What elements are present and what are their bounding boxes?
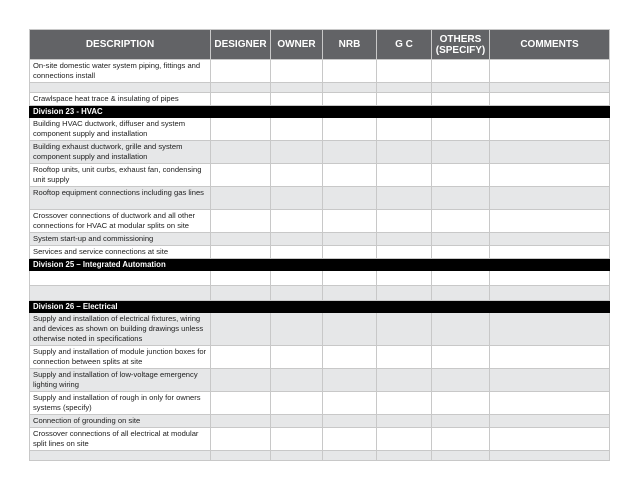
designer-cell[interactable] <box>211 392 271 415</box>
nrb-cell[interactable] <box>323 313 377 346</box>
owner-cell[interactable] <box>271 451 323 461</box>
owner-cell[interactable] <box>271 346 323 369</box>
comments-cell[interactable] <box>490 93 610 106</box>
others-cell[interactable] <box>432 346 490 369</box>
gc-cell[interactable] <box>377 246 432 259</box>
comments-cell[interactable] <box>490 415 610 428</box>
description-cell: Crossover connections of all electrical at modular split lines on site <box>30 428 211 451</box>
table-row <box>30 141 610 164</box>
nrb-cell[interactable] <box>323 286 377 301</box>
gc-cell[interactable] <box>377 271 432 286</box>
description-cell <box>30 451 211 461</box>
comments-cell[interactable] <box>490 233 610 246</box>
nrb-cell[interactable] <box>323 369 377 392</box>
owner-cell[interactable] <box>271 271 323 286</box>
gc-cell[interactable] <box>377 233 432 246</box>
header-description: DESCRIPTION <box>30 30 211 60</box>
gc-cell[interactable] <box>377 392 432 415</box>
owner-cell[interactable] <box>271 246 323 259</box>
description-cell <box>30 271 211 286</box>
description-cell: Services and service connections at site <box>30 246 211 259</box>
nrb-cell[interactable] <box>323 141 377 164</box>
nrb-cell[interactable] <box>323 233 377 246</box>
comments-cell[interactable] <box>490 210 610 233</box>
designer-cell[interactable] <box>211 428 271 451</box>
table-body <box>30 60 610 461</box>
description-cell: Connection of grounding on site <box>30 415 211 428</box>
nrb-cell[interactable] <box>323 428 377 451</box>
comments-cell[interactable] <box>490 369 610 392</box>
division-row <box>30 301 610 313</box>
others-cell[interactable] <box>432 60 490 83</box>
header-gc: G C <box>377 30 432 60</box>
others-cell[interactable] <box>432 246 490 259</box>
nrb-cell[interactable] <box>323 246 377 259</box>
comments-cell[interactable] <box>490 392 610 415</box>
header-row <box>30 30 610 60</box>
comments-cell[interactable] <box>490 118 610 141</box>
designer-cell[interactable] <box>211 164 271 187</box>
description-cell: On-site domestic water system piping, fittings and connections install <box>30 60 211 83</box>
owner-cell[interactable] <box>271 428 323 451</box>
owner-cell[interactable] <box>271 93 323 106</box>
others-cell[interactable] <box>432 415 490 428</box>
gc-cell[interactable] <box>377 313 432 346</box>
nrb-cell[interactable] <box>323 451 377 461</box>
others-cell[interactable] <box>432 392 490 415</box>
gc-cell[interactable] <box>377 346 432 369</box>
description-cell: Rooftop units, unit curbs, exhaust fan, condensing unit supply <box>30 164 211 187</box>
owner-cell[interactable] <box>271 118 323 141</box>
table-row <box>30 60 610 83</box>
nrb-cell[interactable] <box>323 346 377 369</box>
nrb-cell[interactable] <box>323 210 377 233</box>
nrb-cell[interactable] <box>323 392 377 415</box>
table-row <box>30 187 610 210</box>
gc-cell[interactable] <box>377 141 432 164</box>
others-cell[interactable] <box>432 118 490 141</box>
gc-cell[interactable] <box>377 164 432 187</box>
others-cell[interactable] <box>432 428 490 451</box>
description-cell: Supply and installation of rough in only for owners systems (specify) <box>30 392 211 415</box>
gc-cell[interactable] <box>377 286 432 301</box>
table-row <box>30 210 610 233</box>
description-cell: Crossover connections of ductwork and all other connections for HVAC at modular splits on site <box>30 210 211 233</box>
description-cell <box>30 286 211 301</box>
comments-cell[interactable] <box>490 164 610 187</box>
header-designer: DESIGNER <box>211 30 271 60</box>
comments-cell[interactable] <box>490 187 610 210</box>
owner-cell[interactable] <box>271 141 323 164</box>
gc-cell[interactable] <box>377 451 432 461</box>
description-cell: Supply and installation of low-voltage emergency lighting wiring <box>30 369 211 392</box>
comments-cell[interactable] <box>490 141 610 164</box>
comments-cell[interactable] <box>490 451 610 461</box>
table-row <box>30 164 610 187</box>
comments-cell[interactable] <box>490 246 610 259</box>
description-cell: Supply and installation of electrical fixtures, wiring and devices as shown on building drawings unless otherwise noted in specifications <box>30 313 211 346</box>
others-cell[interactable] <box>432 271 490 286</box>
header-others: OTHERS (SPECIFY) <box>432 30 490 60</box>
table-row <box>30 118 610 141</box>
designer-cell[interactable] <box>211 83 271 93</box>
comments-cell[interactable] <box>490 83 610 93</box>
designer-cell[interactable] <box>211 233 271 246</box>
description-cell: Supply and installation of module junction boxes for connection between splits at site <box>30 346 211 369</box>
header-comments: COMMENTS <box>490 30 610 60</box>
table-row <box>30 83 610 93</box>
comments-cell[interactable] <box>490 428 610 451</box>
description-cell: Building exhaust ductwork, grille and system component supply and installation <box>30 141 211 164</box>
others-cell[interactable] <box>432 93 490 106</box>
table-row <box>30 415 610 428</box>
designer-cell[interactable] <box>211 60 271 83</box>
others-cell[interactable] <box>432 286 490 301</box>
nrb-cell[interactable] <box>323 83 377 93</box>
table-row <box>30 271 610 286</box>
comments-cell[interactable] <box>490 286 610 301</box>
designer-cell[interactable] <box>211 346 271 369</box>
description-cell: System start-up and commissioning <box>30 233 211 246</box>
gc-cell[interactable] <box>377 60 432 83</box>
comments-cell[interactable] <box>490 60 610 83</box>
nrb-cell[interactable] <box>323 271 377 286</box>
description-cell <box>30 83 211 93</box>
owner-cell[interactable] <box>271 286 323 301</box>
others-cell[interactable] <box>432 233 490 246</box>
table-row <box>30 451 610 461</box>
comments-cell[interactable] <box>490 313 610 346</box>
gc-cell[interactable] <box>377 210 432 233</box>
others-cell[interactable] <box>432 83 490 93</box>
header-nrb: NRB <box>323 30 377 60</box>
table-row <box>30 233 610 246</box>
table-row <box>30 286 610 301</box>
designer-cell[interactable] <box>211 286 271 301</box>
others-cell[interactable] <box>432 164 490 187</box>
designer-cell[interactable] <box>211 271 271 286</box>
table-row <box>30 369 610 392</box>
designer-cell[interactable] <box>211 246 271 259</box>
table-row <box>30 313 610 346</box>
table-row <box>30 246 610 259</box>
owner-cell[interactable] <box>271 392 323 415</box>
designer-cell[interactable] <box>211 187 271 210</box>
comments-cell[interactable] <box>490 271 610 286</box>
others-cell[interactable] <box>432 313 490 346</box>
responsibility-matrix <box>29 29 609 461</box>
table-row <box>30 346 610 369</box>
header-owner: OWNER <box>271 30 323 60</box>
owner-cell[interactable] <box>271 60 323 83</box>
gc-cell[interactable] <box>377 428 432 451</box>
designer-cell[interactable] <box>211 210 271 233</box>
others-cell[interactable] <box>432 210 490 233</box>
owner-cell[interactable] <box>271 369 323 392</box>
gc-cell[interactable] <box>377 369 432 392</box>
owner-cell[interactable] <box>271 83 323 93</box>
division-title: Division 23 - HVAC <box>30 106 610 118</box>
owner-cell[interactable] <box>271 164 323 187</box>
nrb-cell[interactable] <box>323 164 377 187</box>
responsibility-table <box>29 29 610 461</box>
division-title: Division 26 – Electrical <box>30 301 610 313</box>
comments-cell[interactable] <box>490 346 610 369</box>
description-cell: Building HVAC ductwork, diffuser and system component supply and installation <box>30 118 211 141</box>
owner-cell[interactable] <box>271 313 323 346</box>
designer-cell[interactable] <box>211 415 271 428</box>
designer-cell[interactable] <box>211 313 271 346</box>
others-cell[interactable] <box>432 187 490 210</box>
division-title: Division 25 – Integrated Automation <box>30 259 610 271</box>
others-cell[interactable] <box>432 141 490 164</box>
nrb-cell[interactable] <box>323 415 377 428</box>
designer-cell[interactable] <box>211 118 271 141</box>
designer-cell[interactable] <box>211 93 271 106</box>
nrb-cell[interactable] <box>323 60 377 83</box>
gc-cell[interactable] <box>377 187 432 210</box>
table-row <box>30 428 610 451</box>
description-cell: Crawlspace heat trace & insulating of pipes <box>30 93 211 106</box>
others-cell[interactable] <box>432 451 490 461</box>
owner-cell[interactable] <box>271 187 323 210</box>
division-row <box>30 106 610 118</box>
gc-cell[interactable] <box>377 415 432 428</box>
owner-cell[interactable] <box>271 233 323 246</box>
designer-cell[interactable] <box>211 141 271 164</box>
gc-cell[interactable] <box>377 118 432 141</box>
nrb-cell[interactable] <box>323 187 377 210</box>
owner-cell[interactable] <box>271 415 323 428</box>
gc-cell[interactable] <box>377 83 432 93</box>
nrb-cell[interactable] <box>323 93 377 106</box>
designer-cell[interactable] <box>211 451 271 461</box>
nrb-cell[interactable] <box>323 118 377 141</box>
table-row <box>30 93 610 106</box>
gc-cell[interactable] <box>377 93 432 106</box>
others-cell[interactable] <box>432 369 490 392</box>
division-row <box>30 259 610 271</box>
table-row <box>30 392 610 415</box>
owner-cell[interactable] <box>271 210 323 233</box>
designer-cell[interactable] <box>211 369 271 392</box>
description-cell: Rooftop equipment connections including gas lines <box>30 187 211 210</box>
